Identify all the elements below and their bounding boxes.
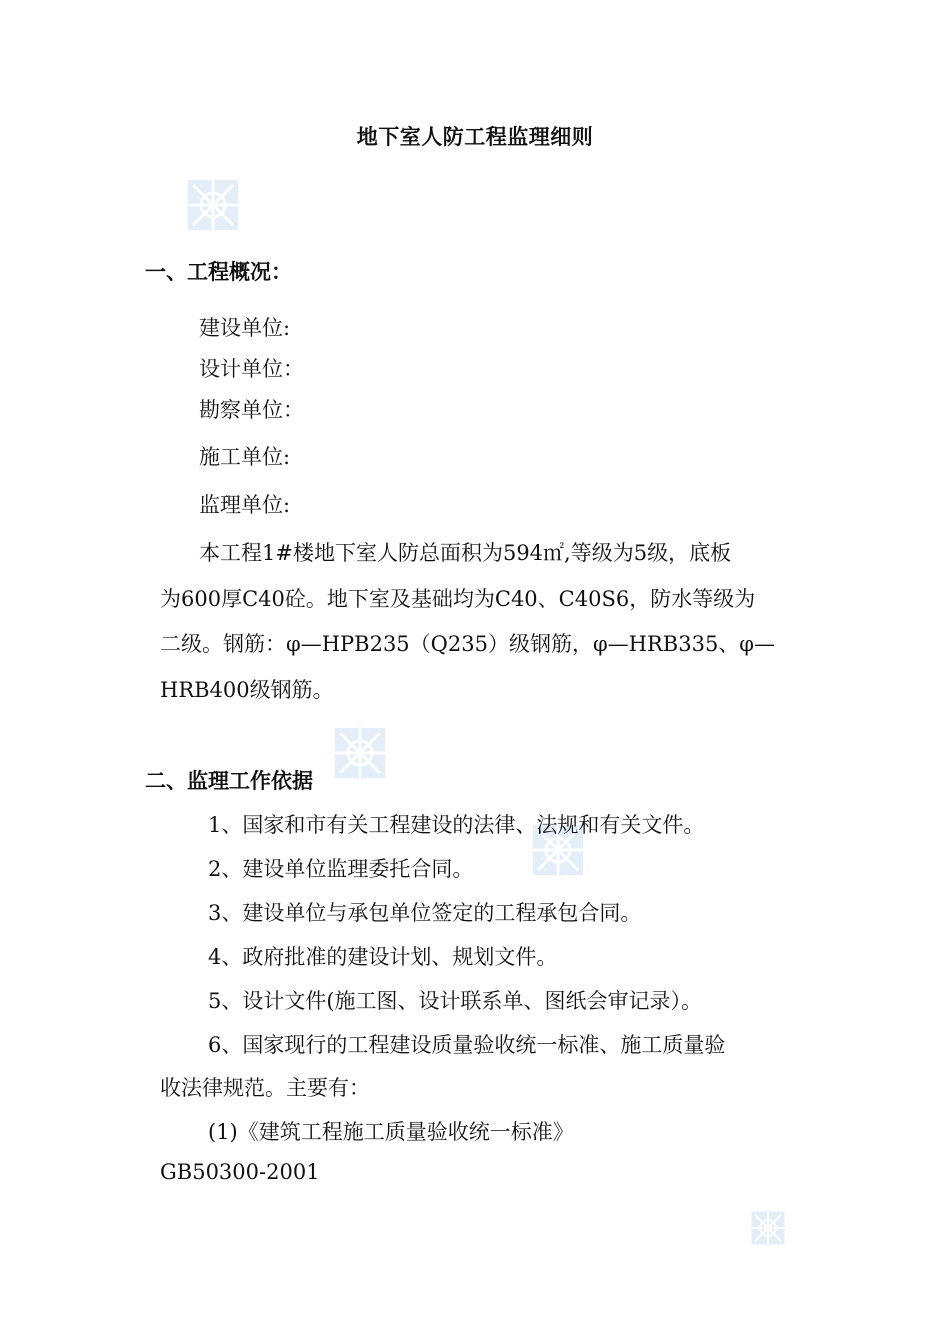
field-design-unit: 设计单位： <box>199 357 304 381</box>
basis-list-item: 1、国家和市有关工程建设的法律、法规和有关文件。 <box>208 813 705 837</box>
overview-paragraph-line: 为600厚C40砼。地下室及基础均为C40、C40S6，防水等级为 <box>160 587 756 611</box>
basis-list-item: 6、国家现行的工程建设质量验收统一标准、施工质量验 <box>208 1033 726 1057</box>
watermark-snowflake-icon <box>735 1195 801 1261</box>
field-supervision-unit: 监理单位: <box>199 493 291 517</box>
overview-paragraph-line: HRB400级钢筋。 <box>160 678 334 702</box>
basis-list-item: 4、政府批准的建设计划、规划文件。 <box>208 945 558 969</box>
document-title: 地下室人防工程监理细则 <box>356 125 594 149</box>
overview-paragraph-line: 本工程1#楼地下室人防总面积为594㎡,等级为5级，底板 <box>199 541 732 565</box>
section-heading-basis: 二、监理工作依据 <box>145 769 313 793</box>
basis-list-item-continuation: 收法律规范。主要有： <box>160 1076 370 1100</box>
field-survey-unit: 勘察单位： <box>199 398 304 422</box>
overview-paragraph-line: 二级。钢筋：φ—HPB235（Q235）级钢筋，φ—HRB335、φ— <box>160 632 776 656</box>
basis-list-item: 3、建设单位与承包单位签定的工程承包合同。 <box>208 901 642 925</box>
basis-list-item: 5、设计文件(施工图、设计联系单、图纸会审记录）。 <box>208 989 703 1013</box>
field-construction-unit: 建设单位: <box>199 316 291 340</box>
field-contractor-unit: 施工单位: <box>199 445 291 469</box>
watermark-snowflake-icon <box>310 703 410 803</box>
basis-list-item: 2、建设单位监理委托合同。 <box>208 857 474 881</box>
standard-item: (1)《建筑工程施工质量验收统一标准》 <box>208 1120 574 1144</box>
watermark-snowflake-icon <box>163 155 263 255</box>
section-heading-overview: 一、工程概况： <box>145 260 292 284</box>
standard-code: GB50300-2001 <box>160 1160 320 1184</box>
